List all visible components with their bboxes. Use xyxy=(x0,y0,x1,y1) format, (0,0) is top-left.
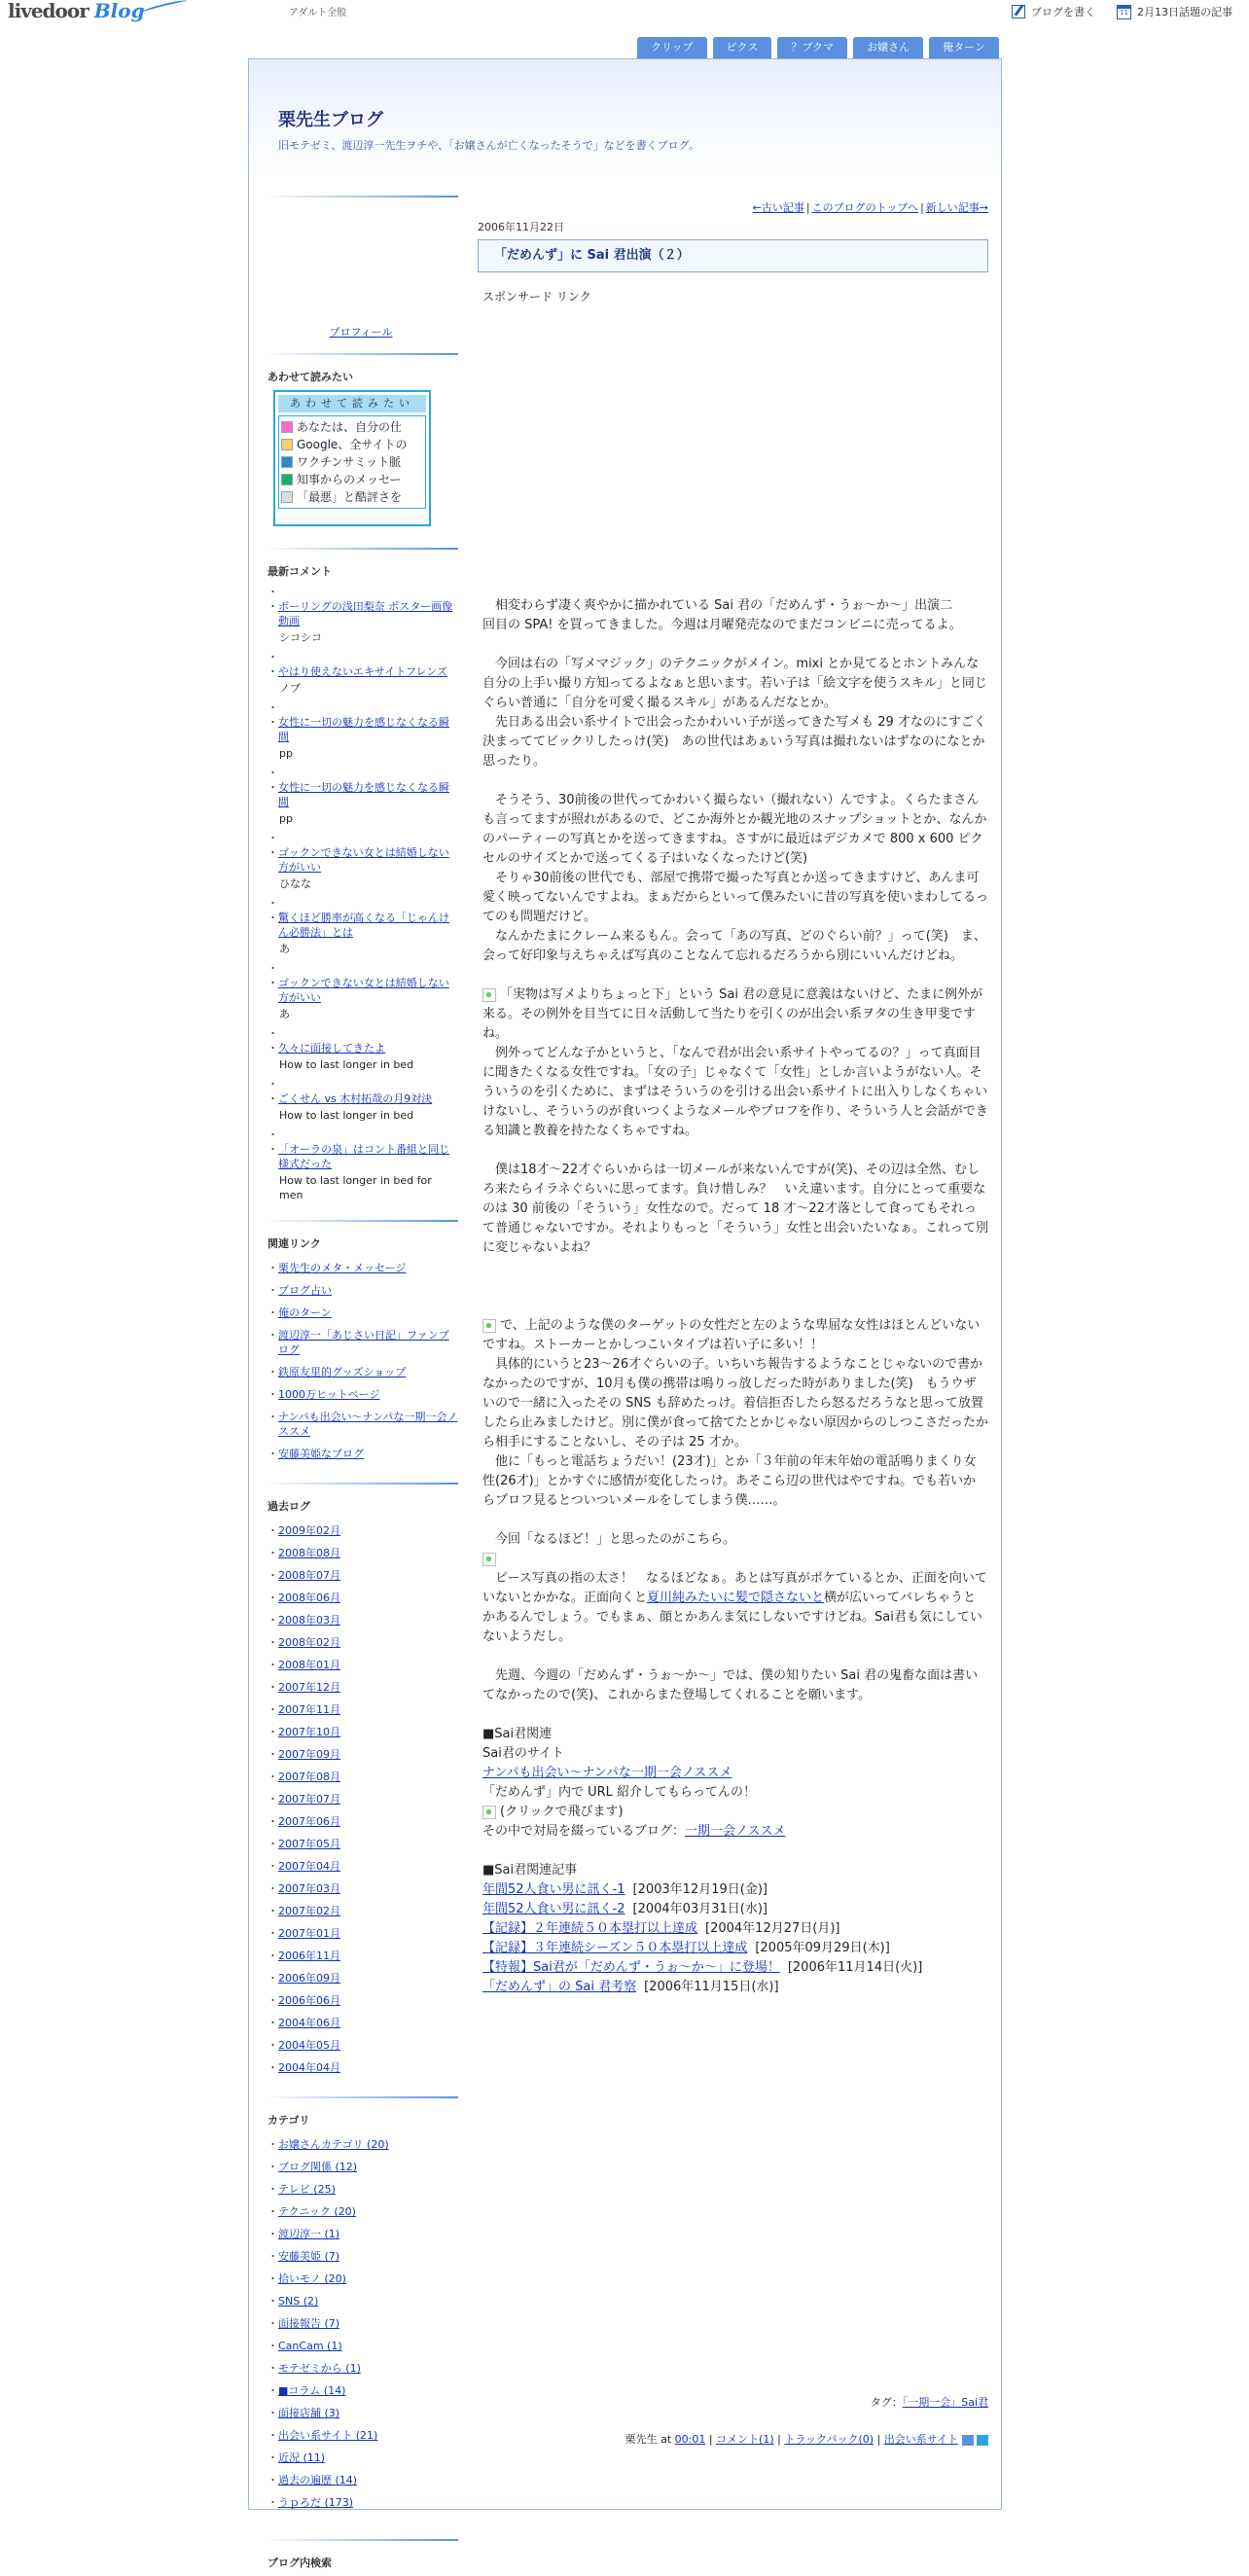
list-item xyxy=(268,2133,458,2156)
entry-paragraph: ピース写真の指の太さ！ なるほどなぁ。あとは写真がボケているとか、正面を向いていないとかかな。正面向くと夏川純みたいに髪で隠さないと横が広いってバレちゃうとかあるんでしょう。でもまぁ、顔とかあんま気にしないですけどね。Sai君も気にしていないようだし。 xyxy=(482,1571,987,1644)
bookmark-icon[interactable] xyxy=(962,2435,974,2446)
tab-ore-turn[interactable]: 俺ターン xyxy=(929,37,999,58)
comment-link[interactable]: ・ ・ 「オーラの泉」はコント番組と同じ様式だった xyxy=(278,1143,449,1170)
list-item xyxy=(268,1361,458,1383)
archive-link[interactable]: ・ 2007年09月 xyxy=(278,1748,340,1761)
tab-clip[interactable]: クリップ xyxy=(637,37,707,58)
related-note: 「だめんず」内で URL 紹介してもらってんの！ xyxy=(482,1785,757,1800)
archive-link[interactable]: ・ 2004年06月 xyxy=(278,2017,340,2029)
list-item xyxy=(268,1654,458,1676)
related-link[interactable]: ・ 渡辺淳一「あじさい日記」ファンブログ xyxy=(278,1329,449,1356)
article-link[interactable]: 年間52人食い男に訊く-1 xyxy=(482,1882,625,1897)
comment-item xyxy=(268,585,458,645)
comment-item xyxy=(268,961,458,1021)
archive-link[interactable]: ・ 2004年04月 xyxy=(278,2061,340,2074)
awase-item[interactable]: ワクチンサミット脈 xyxy=(281,453,423,471)
search-heading: ブログ内検索 xyxy=(268,2557,332,2569)
awase-heading: あわせて読みたい xyxy=(268,371,353,383)
list-item xyxy=(268,1922,458,1945)
site-favicon-icon xyxy=(281,474,293,485)
list-item xyxy=(268,1900,458,1922)
entry-title[interactable]: 「だめんず」に Sai 君出演（２） xyxy=(478,239,988,272)
blog-frame xyxy=(248,58,1002,2569)
article-link[interactable]: 「だめんず」の Sai 君考察 xyxy=(482,1980,637,1994)
article-row xyxy=(482,1919,988,1939)
divider xyxy=(264,2539,458,2541)
awase-item[interactable]: Google、全サイトの xyxy=(281,436,423,453)
archive-link[interactable]: ・ 2006年06月 xyxy=(278,1994,340,2007)
related-heading: ■Sai君関連 xyxy=(482,1727,553,1741)
logo-blog: Blog xyxy=(93,0,145,22)
entry-paragraph: 具体的にいうと23～26才ぐらいの子。いちいち報告するようなことじゃないので書かなかったのですが、10月も僕の携帯は鳴りっ放しだった時がありました(笑) もうウザいので一緒に入ったその SNS も辞めたっけ。着信拒否したら怒るだろうなと思って放置したら止みましたけど。別に僕が食って捨てたとかじゃない原因からのしつこさだったから相手にすることないし、その子は 25 才か。 xyxy=(482,1357,989,1449)
category-link[interactable]: ・ 安藤美姫 (7) xyxy=(278,2250,340,2263)
list-item xyxy=(268,2223,458,2245)
list-item xyxy=(268,1855,458,1878)
comment-link[interactable]: ・ ・ ボーリングの浅田梨奈 ポスター画像 動画 xyxy=(278,600,453,627)
list-item xyxy=(268,1810,458,1833)
write-blog-link[interactable]: ブログを書く xyxy=(1012,4,1095,19)
site-favicon-icon xyxy=(281,491,293,503)
archive-link[interactable]: ・ 2007年11月 xyxy=(278,1703,340,1716)
list-item xyxy=(268,1788,458,1810)
archive-link[interactable]: ・ 2004年05月 xyxy=(278,2039,340,2052)
blog-title[interactable]: 栗先生ブログ xyxy=(278,110,383,130)
blog-description: 旧モテゼミ、渡辺淳一先生ヲチや、「お嬢さんが亡くなったそうで」などを書くブログ。 xyxy=(278,139,700,152)
list-item xyxy=(268,2034,458,2057)
comment-item xyxy=(268,896,458,956)
category-link[interactable]: ・ 面接報告 (7) xyxy=(278,2317,340,2330)
ad-space xyxy=(478,304,988,596)
comment-item xyxy=(268,700,458,761)
category-link[interactable]: ・ 面接店舗 (3) xyxy=(278,2407,340,2419)
entry-paragraph: 今回「なるほど！」と思ったのがこちら。 xyxy=(495,1532,736,1547)
list-item xyxy=(268,2245,458,2268)
archive-link[interactable]: ・ 2008年03月 xyxy=(278,1614,340,1627)
related-link[interactable]: ・ ブログ占い xyxy=(278,1284,332,1297)
newer-entry-link[interactable]: 新しい記事→ xyxy=(925,201,988,214)
entry-paragraph: なんかたまにクレーム来るもん。会って「あの写真、どのぐらい前？」って(笑) ま、会って好印象与えちゃえば写真のことなんて忘れるだろうから別にいいんだけどね。 xyxy=(482,929,986,963)
archive-link[interactable]: ・ 2007年07月 xyxy=(278,1793,340,1806)
broken-image-icon[interactable] xyxy=(482,1319,496,1333)
top-bar xyxy=(0,0,1249,23)
entry-paragraph: 今回は右の「写メマジック」のテクニックがメイン。mixi とか見てるとホントみんな自分の上手い撮り方知ってるよなぁと思います。若い子は「絵文字を使うスキル」と同じぐらい普通に「自分を可愛く撮るスキル」があるんだなとか。 xyxy=(482,657,987,710)
comments-list xyxy=(264,585,458,1202)
list-item xyxy=(268,1743,458,1766)
list-item xyxy=(268,1279,458,1302)
profile-link[interactable]: プロフィール xyxy=(329,326,393,339)
list-item xyxy=(268,2312,458,2335)
archive-link[interactable]: ・ 2008年01月 xyxy=(278,1659,340,1671)
list-item xyxy=(268,1878,458,1900)
related-site-label: Sai君のサイト xyxy=(482,1746,564,1761)
comment-link[interactable]: ・ ・ ゴックンできない女とは結婚しない方がいい xyxy=(278,977,449,1004)
archive-link[interactable]: ・ 2007年03月 xyxy=(278,1882,340,1895)
awase-item[interactable]: 知事からのメッセー xyxy=(281,471,423,488)
list-item xyxy=(268,2178,458,2200)
list-item xyxy=(268,1443,458,1465)
divider xyxy=(264,548,458,550)
divider xyxy=(264,353,458,355)
archive-link[interactable]: ・ 2008年02月 xyxy=(278,1636,340,1649)
site-favicon-icon xyxy=(281,421,293,433)
article-row xyxy=(482,1900,988,1919)
category-link[interactable]: ・ ブログ関係 (12) xyxy=(278,2161,358,2173)
list-item xyxy=(268,2012,458,2034)
older-entry-link[interactable]: ←古い記事 xyxy=(752,201,804,214)
list-item xyxy=(268,2379,458,2402)
archive-heading: 過去ログ xyxy=(268,1500,310,1513)
archive-link[interactable]: ・ 2006年11月 xyxy=(278,1950,340,1962)
related-link[interactable]: ・ 1000万ヒットページ xyxy=(278,1388,380,1401)
entry-paragraph: 相変わらず凄く爽やかに描かれている Sai 君の「だめんず・うぉ～か～」出演二回目の SPA! を買ってきました。今週は月曜発売なのでまだコンビニに売ってるよ。 xyxy=(482,598,962,632)
list-item xyxy=(268,2402,458,2424)
livedoor-blog-logo[interactable] xyxy=(8,0,188,21)
archive-link[interactable]: ・ 2008年06月 xyxy=(278,1592,340,1604)
list-item xyxy=(268,2200,458,2223)
archive-link[interactable]: ・ 2006年09月 xyxy=(278,1972,340,1985)
list-item xyxy=(268,1989,458,2012)
comment-author: How to last longer in bed xyxy=(279,1058,414,1071)
article-link[interactable]: 【特報】Sai君が「だめんず・うぉ～か～」に登場！ xyxy=(482,1960,780,1975)
archive-list xyxy=(264,1520,458,2079)
list-item xyxy=(268,2491,458,2514)
logo-swoosh-icon xyxy=(141,0,188,16)
list-item xyxy=(268,2469,458,2491)
category-link[interactable]: ・ 近況 (11) xyxy=(278,2451,326,2464)
comment-link[interactable]: ・ ・ ゴックンできない女とは結婚しない方がいい xyxy=(278,846,449,874)
list-item xyxy=(268,1766,458,1788)
tab-ojousan[interactable]: お嬢さん xyxy=(853,37,923,58)
archive-link[interactable]: ・ 2007年12月 xyxy=(278,1681,340,1694)
archive-link[interactable]: ・ 2007年10月 xyxy=(278,1726,340,1738)
archive-link[interactable]: ・ 2007年06月 xyxy=(278,1815,340,1828)
article-link[interactable]: 年間52人食い男に訊く-2 xyxy=(482,1902,625,1916)
archive-link[interactable]: ・ 2009年02月 xyxy=(278,1524,340,1537)
sponsored-label: スポンサード リンク xyxy=(482,290,591,304)
divider xyxy=(264,2096,458,2098)
comment-item xyxy=(268,831,458,891)
pencil-icon xyxy=(1012,5,1025,18)
comment-author: ノブ xyxy=(279,682,301,695)
links-list xyxy=(264,1257,458,1465)
broken-image-icon[interactable] xyxy=(482,1553,496,1566)
comment-author: シコシコ xyxy=(279,631,322,644)
related-link[interactable]: ・ 安藤美姫なブログ xyxy=(278,1448,364,1460)
tab-pics[interactable]: ピクス xyxy=(713,37,772,58)
share-icon[interactable] xyxy=(977,2435,988,2446)
list-item xyxy=(268,1609,458,1631)
archive-link[interactable]: ・ 2007年08月 xyxy=(278,1771,340,1783)
category-link[interactable]: ・ 拾いモノ (20) xyxy=(278,2272,346,2285)
related-link[interactable]: ・ 栗先生のメタ・メッセージ xyxy=(278,1262,407,1274)
list-item xyxy=(268,2357,458,2379)
entry-paragraph: 僕は18才～22才ぐらいからは一切メールが来ないんですが(笑)、その辺は全然、むしろ来たらイラネぐらいに思ってます。負け惜しみ？ いえ違います。自分にとって重要なのは 30 前後の「そういう」女性なので。だって 18 才～22才落として食ってもそれって普通じゃないですか。それよりもっと「そういう」女性と出会いたいなぁ。これって別に変じゃないよね？ xyxy=(482,1163,989,1255)
article-date: [2003年12月19日(金)] xyxy=(632,1882,767,1897)
article-row xyxy=(482,1958,988,1978)
category-heading: カテゴリ xyxy=(268,2114,310,2127)
awase-widget xyxy=(273,390,431,526)
comments-link[interactable]: コメント(1) xyxy=(716,2433,774,2446)
awase-item[interactable]: あなたは、自分の仕 xyxy=(281,418,423,436)
page-navigation: ←古い記事 | このブログのトップへ | 新しい記事→ xyxy=(752,201,988,214)
list-item xyxy=(268,2424,458,2447)
divider xyxy=(264,1483,458,1485)
articles-heading: ■Sai君関連記事 xyxy=(482,1863,578,1878)
blog-header xyxy=(249,59,1001,176)
category-link[interactable]: ・ 出会い系サイト (21) xyxy=(278,2429,378,2442)
article-row xyxy=(482,1978,988,1997)
list-item xyxy=(268,2335,458,2357)
list-item xyxy=(268,1699,458,1721)
comment-link[interactable]: ・ ・ 女性に一切の魅力を感じなくなる瞬間 xyxy=(278,781,449,808)
article-link[interactable]: 【記録】２年連続５０本塁打以上達成 xyxy=(482,1921,698,1936)
entry-footer: タグ：「一期一会」Sai君 栗先生 at 00:01 | コメント(1) | トラックバック(0) | 出会い系サイト xyxy=(624,2396,988,2446)
entry-main xyxy=(478,196,988,1997)
divider xyxy=(264,196,458,197)
entry-paragraph: 先週、今週の「だめんず・うぉ～か～」では、僕の知りたい Sai 君の鬼畜な面は書いてなかったので(笑)、これからまた登場してくれることを願います。 xyxy=(482,1668,979,1702)
list-item xyxy=(268,1967,458,1989)
comment-link[interactable]: ・ ・ 久々に面接してきたよ xyxy=(278,1042,385,1055)
list-item xyxy=(268,1410,458,1439)
list-item xyxy=(268,1721,458,1743)
category-link[interactable]: ・ テレビ (25) xyxy=(278,2183,336,2196)
logo-livedoor: livedoor xyxy=(8,0,89,22)
dojo-label: その中で対局を綴っているブログ： xyxy=(482,1824,686,1839)
entry-paragraph: 他に「もっと電話ちょうだい！(23才)」とか「３年前の年末年始の電話鳴りまくり女性(26才)」とかすぐに感情が変化したっけ。あそこら辺の世代はやですね。でも若いからプロフ見るとついついメールをしてしまう僕……。 xyxy=(482,1454,977,1508)
comment-author: ひなな xyxy=(279,877,311,890)
list-item xyxy=(268,2447,458,2469)
service-tabs xyxy=(637,37,999,58)
awase-list xyxy=(278,415,426,509)
comment-author: pp xyxy=(279,812,293,825)
list-item xyxy=(268,1631,458,1654)
category-list xyxy=(264,2133,458,2514)
sai-site-link[interactable]: ナンパも出会い～ナンパな一期一会ノススメ xyxy=(482,1766,732,1780)
article-date: [2004年12月27日(月)] xyxy=(705,1921,840,1936)
site-favicon-icon xyxy=(281,456,293,468)
comment-link[interactable]: ・ ・ 女性に一切の魅力を感じなくなる瞬間 xyxy=(278,716,449,743)
list-item xyxy=(268,1520,458,1542)
comment-author: How to last longer in bed for men xyxy=(279,1174,432,1201)
category-link[interactable]: ・ お嬢さんカテゴリ (20) xyxy=(278,2138,389,2151)
author-label: 栗先生 at xyxy=(624,2433,672,2446)
article-row xyxy=(482,1939,988,1958)
entry-paragraph: で、上記のような僕のターゲットの女性だと左のような卑屈な女性はほとんどいないですね。ストーカーとかしつこいタイプは若い子に多い！！ xyxy=(482,1318,981,1352)
adult-category-label[interactable]: アダルト全般 xyxy=(289,8,347,18)
comment-author: How to last longer in bed xyxy=(279,1109,414,1122)
awase-item[interactable]: 「最悪」と酷評さを xyxy=(281,488,423,506)
article-date: [2006年11月14日(火)] xyxy=(787,1960,923,1975)
sidebar xyxy=(264,196,458,2576)
list-item xyxy=(268,1257,458,1279)
archive-link[interactable]: ・ 2008年07月 xyxy=(278,1569,340,1582)
awase-widget-header: あわせて読みたい xyxy=(278,395,426,412)
category-link[interactable]: ・ CanCam (1) xyxy=(278,2340,342,2352)
related-link[interactable]: ・ 俺のターン xyxy=(278,1306,332,1319)
comment-item xyxy=(268,766,458,826)
archive-link[interactable]: ・ 2007年04月 xyxy=(278,1860,340,1873)
comment-author: pp xyxy=(279,747,293,760)
tab-bookmark[interactable]: ？ブクマ xyxy=(777,37,847,58)
article-date: [2005年09月29日(木)] xyxy=(755,1941,890,1955)
list-item xyxy=(268,2268,458,2290)
list-item xyxy=(268,1564,458,1587)
list-item xyxy=(268,2290,458,2312)
comment-link[interactable]: ・ ・ 驚くほど勝率が高くなる「じゃんけん必勝法」とは xyxy=(278,912,449,939)
list-item xyxy=(268,1676,458,1699)
comment-item xyxy=(268,1077,458,1123)
permalink-time[interactable]: 00:01 xyxy=(674,2433,706,2446)
comment-link[interactable]: ・ ・ ごくせん vs 木村拓哉の月9対決 xyxy=(278,1092,433,1105)
list-item xyxy=(268,1328,458,1357)
list-item xyxy=(268,1833,458,1855)
tag-label: タグ： xyxy=(870,2396,903,2409)
calendar-icon: 11 xyxy=(1117,5,1131,19)
list-item xyxy=(268,2156,458,2178)
broken-image-icon[interactable] xyxy=(482,1806,496,1819)
category-link[interactable]: ・ モテゼミから (1) xyxy=(278,2362,361,2375)
category-link[interactable]: ・ テクニック (20) xyxy=(278,2205,356,2218)
broken-image-icon[interactable] xyxy=(482,988,496,1002)
entry-paragraph: 例外ってどんな子かというと、「なんで君が出会い系サイトやってるの？」って真面目に聞きたくなる女性ですね。「女の子」じゃなくて「女性」としか言いようがない人。そういうのを引くために、まずはそういうのを引ける出会い系サイトに出入りしなくちゃいけないし、そういうのが食いつくようなメールやプロフを作り、そういう人と会話ができる知識と教養を持たなくちゃですね。 xyxy=(482,1046,988,1138)
article-date: [2004年03月31日(水)] xyxy=(632,1902,767,1916)
entry-date: 2006年11月22日 xyxy=(478,221,564,233)
links-heading: 関連リンク xyxy=(268,1237,321,1250)
comment-author: あ xyxy=(279,1008,290,1020)
comment-item xyxy=(268,1026,458,1072)
list-item xyxy=(268,1945,458,1967)
article-row xyxy=(482,1880,988,1900)
list-item xyxy=(268,1383,458,1406)
article-link[interactable]: 【記録】３年連続シーズン５０本塁打以上達成 xyxy=(482,1941,748,1955)
divider xyxy=(264,1220,458,1222)
entry-paragraph: 先日ある出会い系サイトで出会ったかわいい子が送ってきた写メも 29 才なのにすごく決まっててビックリしたっけ(笑) あの世代はあぁいう写真は撮れないはずなのになとか思ったり。 xyxy=(482,715,986,769)
tag-link[interactable]: 「一期一会」Sai君 xyxy=(902,2396,988,2409)
entry-paragraph: 「実物は写メよりちょっと下」という Sai 君の意見に意義はないけど、たまに例外が来る。その例外を目当てに日々活動して当たりを引くのが出会い系ヲタの生き甲斐ですね。 xyxy=(482,987,983,1041)
natsukawa-link[interactable]: 夏川純みたいに髪で隠さないと xyxy=(647,1591,825,1605)
comment-item xyxy=(268,1127,458,1202)
entry-paragraph: そりゃ30前後の世代でも、部屋で携帯で撮った写真とか送ってきますけど、あんま可愛く映ってないんですよね。まぁだからといって僕みたいに昔の写真を使いまわしてるってのも問題だけど。 xyxy=(482,871,989,924)
archive-link[interactable]: ・ 2007年02月 xyxy=(278,1905,340,1917)
comment-link[interactable]: ・ ・ やはり使えないエキサイトフレンズ xyxy=(278,665,447,678)
trackback-link[interactable]: トラックバック(0) xyxy=(784,2433,874,2446)
category-link[interactable]: ・ 渡辺淳一 (1) xyxy=(278,2228,340,2240)
site-favicon-icon xyxy=(281,439,293,450)
comments-heading: 最新コメント xyxy=(268,565,332,578)
related-link[interactable]: ・ 鉄原友里的グッズショップ xyxy=(278,1366,407,1378)
category-link[interactable]: ・ うｐろだ (173) xyxy=(278,2496,354,2509)
related-link[interactable]: ・ ナンパも出会い～ナンパな一期一会ノススメ xyxy=(278,1411,458,1438)
list-item xyxy=(268,2057,458,2079)
dojo-link[interactable]: 一期一会ノススメ xyxy=(685,1824,786,1839)
list-item xyxy=(268,1302,458,1324)
blog-top-link[interactable]: このブログのトップへ xyxy=(811,201,919,214)
list-item xyxy=(268,1542,458,1564)
category-link[interactable]: ・ SNS (2) xyxy=(278,2295,319,2308)
trending-articles-link[interactable]: 11 2月13日話題の記事 xyxy=(1117,4,1232,19)
list-item xyxy=(268,1587,458,1609)
entry-paragraph: そうそう、30前後の世代ってかわいく撮らない（撮れない）んですよ。くらたまさんも言ってますが照れがあるので、どこか海外とか観光地のスナップショットとか、なんかのパーティーの写真とかを送ってきますね。さすがに最近はデジカメで 800 x 600 ピクセルのサイズとかで送ってくる子はいなくなったけど(笑) xyxy=(482,793,987,866)
article-date: [2006年11月15日(水)] xyxy=(644,1980,779,1994)
entry-category-link[interactable]: 出会い系サイト xyxy=(883,2433,958,2446)
click-hint: (クリックで飛びます) xyxy=(500,1805,624,1819)
category-link[interactable]: ・ ■コラム (14) xyxy=(278,2384,346,2397)
comment-author: あ xyxy=(279,943,290,955)
comment-item xyxy=(268,650,458,696)
category-link[interactable]: ・ 過去の遍歴 (14) xyxy=(278,2474,358,2487)
archive-link[interactable]: ・ 2008年08月 xyxy=(278,1547,340,1559)
archive-link[interactable]: ・ 2007年01月 xyxy=(278,1927,340,1940)
archive-link[interactable]: ・ 2007年05月 xyxy=(278,1838,340,1850)
